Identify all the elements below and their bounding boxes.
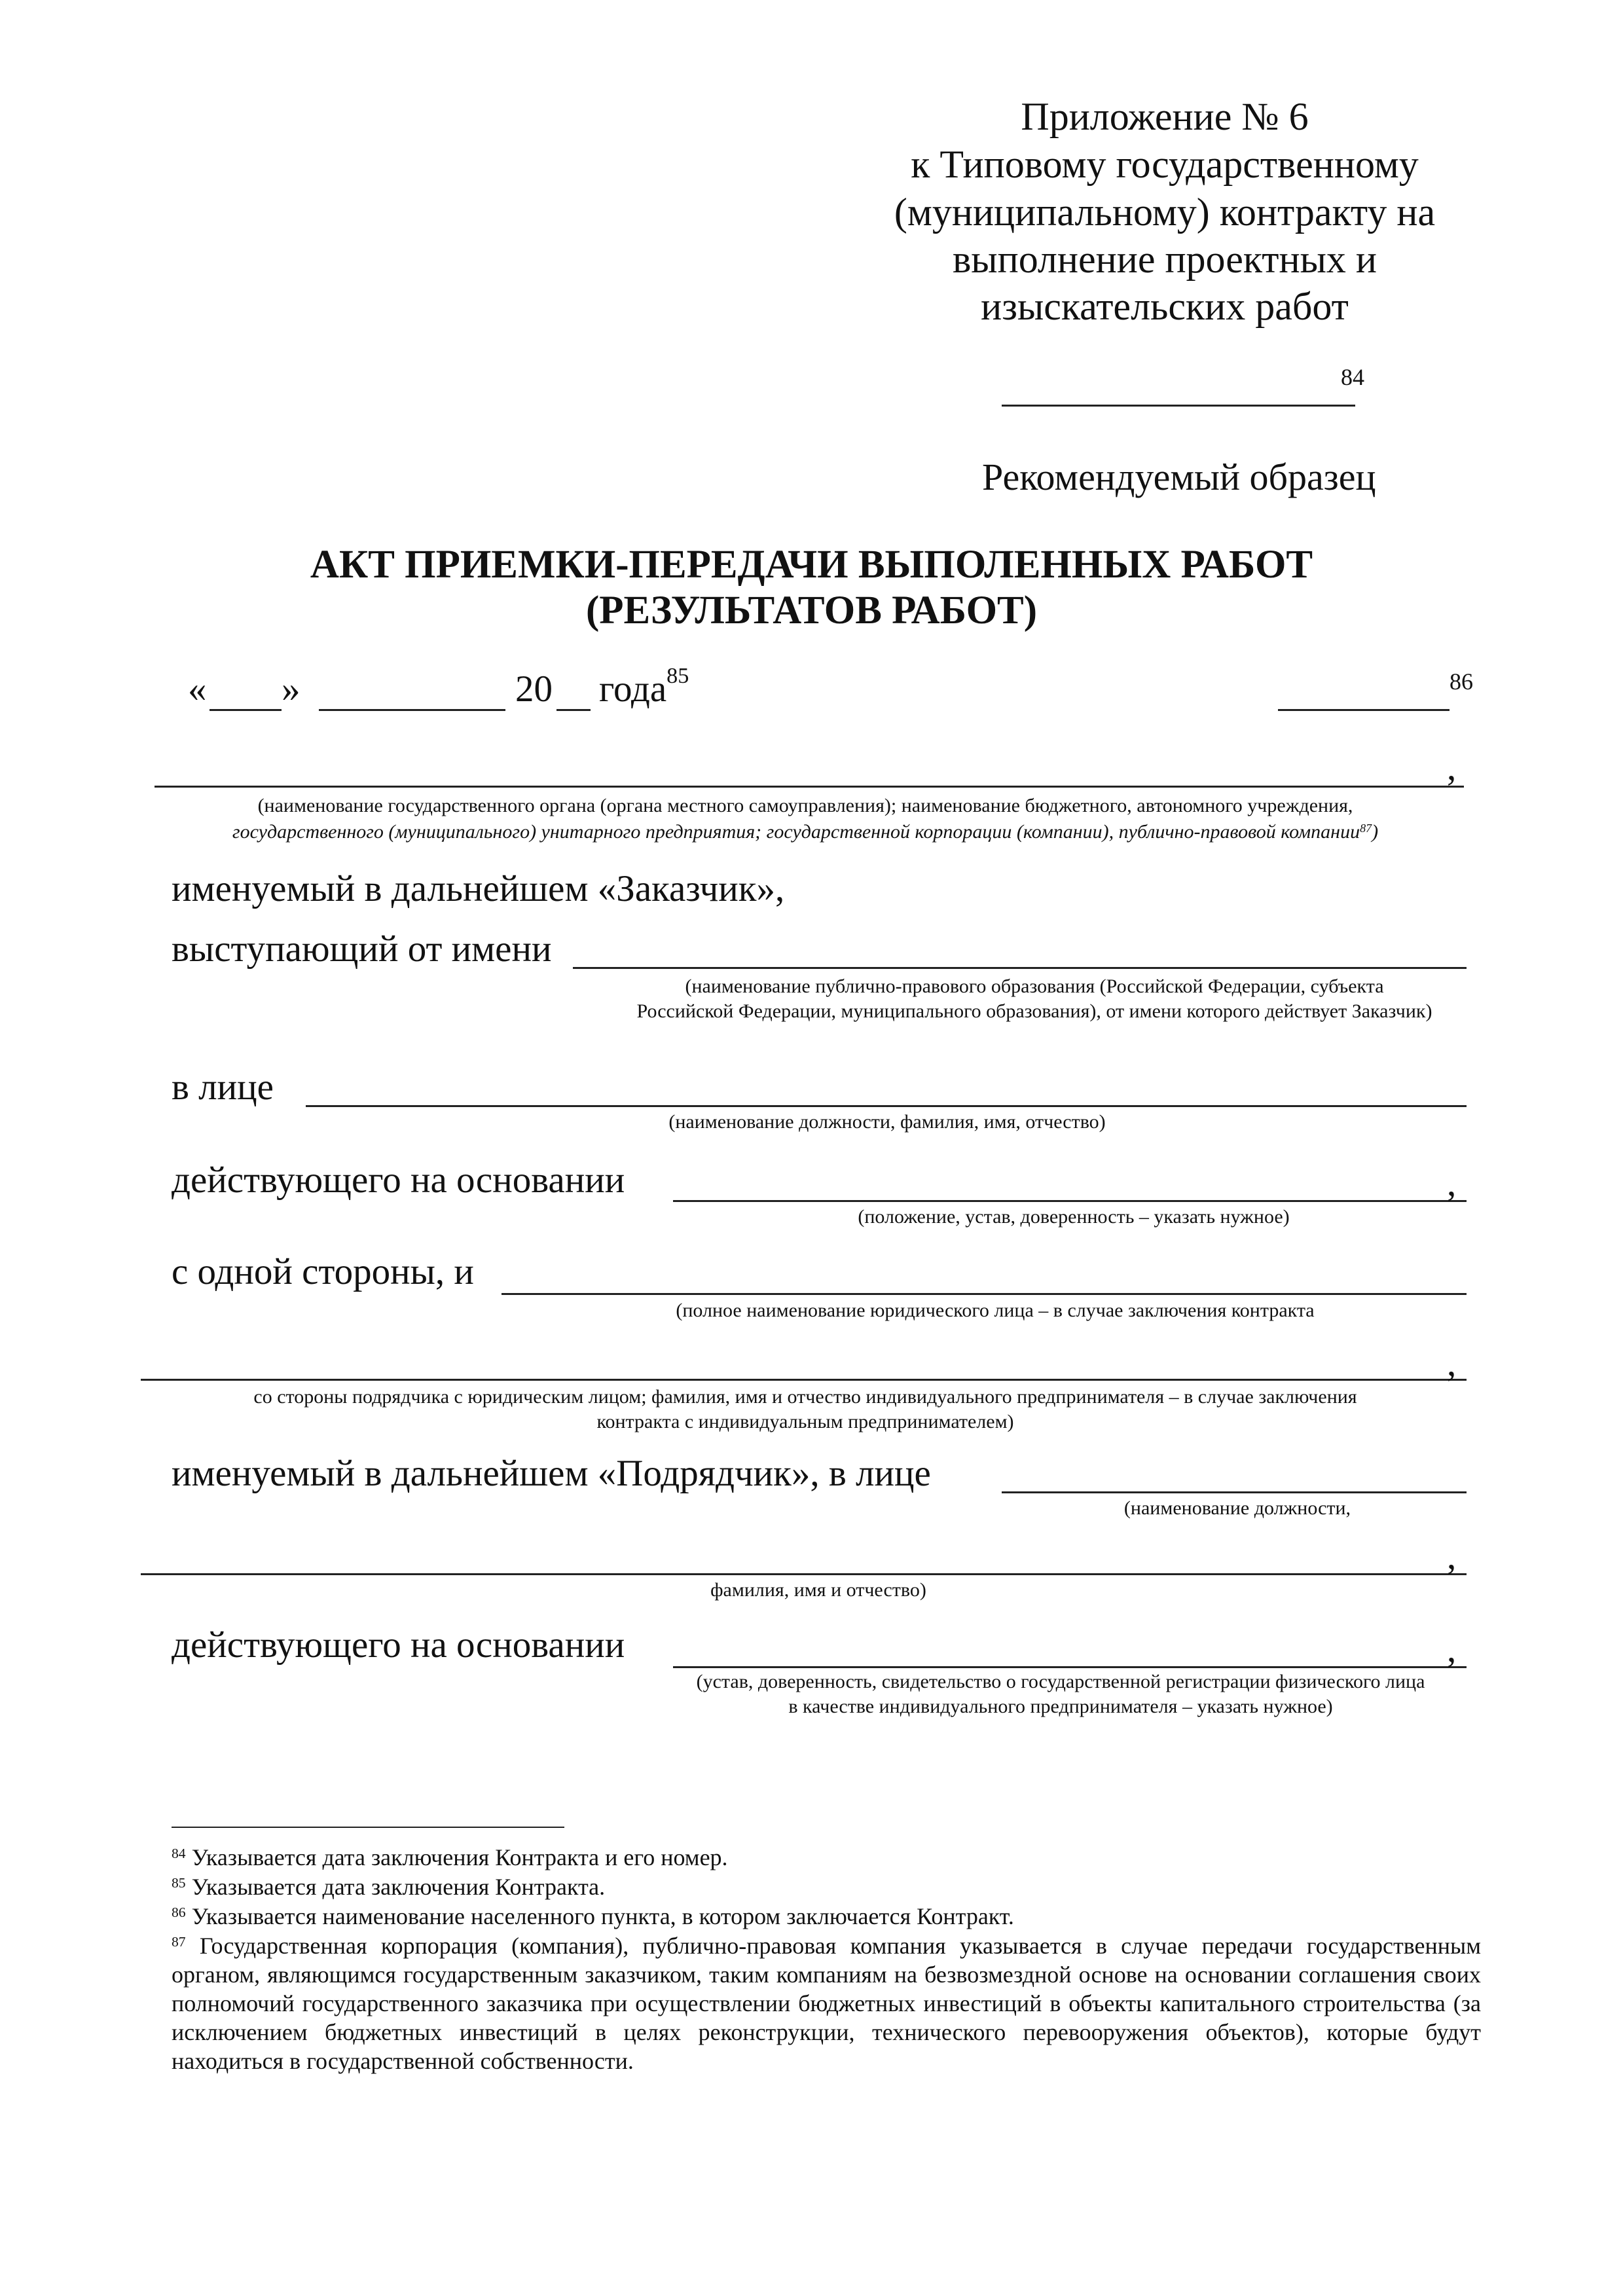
contractor-fio-field[interactable] [141, 1573, 1467, 1575]
caption-text: государственного (муниципального) унитарного предприятия; государственной корпорации (компании), публично-правовой компании [232, 821, 1360, 843]
acting-basis-2-label: действующего на основании [172, 1624, 625, 1666]
footnote-87 [172, 1931, 1481, 2075]
appendix-line-4: выполнение проектных и [952, 238, 1377, 281]
contractor-basis-field[interactable] [673, 1666, 1467, 1668]
date-open-quote: « [188, 668, 207, 710]
in-person-label: в лице [172, 1066, 274, 1108]
one-side-label: с одной стороны, и [172, 1251, 474, 1292]
customer-person-field[interactable] [306, 1105, 1467, 1107]
contractor-position-caption: (наименование должности, [1123, 1497, 1351, 1519]
appendix-line-2: к Типовому государственному [911, 143, 1419, 186]
footnote-num: 86 [172, 1904, 186, 1920]
comma-3: , [1447, 1343, 1457, 1384]
footnote-text: Государственная корпорация (компания), публично-правовая компания указывается в случае передачи государственным органом, являющимся государственным заказчиком, таким компаниям на безвозмездной основе на основании соглашения своих полномочий государственного заказчика при осуществлении бюджетных инвестиций в объекты капитального строительства (за исключением бюджетных инвестиций в целях реконструкции, технического перевооружения объектов), которые будут находиться в государственной собственности. [172, 1933, 1482, 2074]
customer-named-text: именуемый в дальнейшем «Заказчик», [172, 868, 785, 909]
contractor-name-caption-2: со стороны подрядчика с юридическим лицом; фамилия, имя и отчество индивидуального предпринимателя – в случае заключения контракта с индивидуальным предпринимателем) [253, 1386, 1357, 1432]
basis-contractor-caption: (устав, доверенность, свидетельство о государственной регистрации физического лица в качестве индивидуального предпринимателя – указать нужное) [696, 1671, 1425, 1717]
customer-name-caption-1: (наименование государственного органа (органа местного самоуправления); наименование бюджетного, автономного учреждения, [257, 795, 1353, 816]
footnote-84 [172, 1843, 728, 1872]
customer-basis-field[interactable] [673, 1200, 1467, 1202]
contractor-name-field-2[interactable] [141, 1379, 1467, 1381]
basis-customer-caption: (положение, устав, доверенность – указать нужное) [858, 1206, 1290, 1228]
footnote-text: Указывается наименование населенного пункта, в котором заключается Контракт. [191, 1903, 1014, 1929]
public-entity-field[interactable] [573, 967, 1467, 969]
acting-on-behalf-label: выступающий от имени [172, 928, 552, 970]
footnote-separator [172, 1827, 564, 1828]
footnote-85 [172, 1872, 605, 1901]
document-title-line-1: АКТ ПРИЕМКИ-ПЕРЕДАЧИ ВЫПОЛЕННЫХ РАБОТ [310, 543, 1313, 587]
date-year-prefix: 20 [515, 668, 553, 710]
footnote-text: Указывается дата заключения Контракта и его номер. [191, 1844, 728, 1870]
footnote-num: 85 [172, 1875, 186, 1891]
contractor-named-text: именуемый в дальнейшем «Подрядчик», в лице [172, 1453, 931, 1494]
appendix-line-3: (муниципальному) контракту на [894, 191, 1436, 234]
contractor-name-field[interactable] [501, 1293, 1467, 1295]
date-year-field[interactable] [556, 709, 591, 711]
footnote-text: Указывается дата заключения Контракта. [191, 1874, 606, 1900]
date-year-suffix [599, 664, 689, 710]
person-caption: (наименование должности, фамилия, имя, отчество) [668, 1111, 1106, 1133]
place-field[interactable] [1278, 709, 1450, 711]
public-entity-caption: (наименование публично-правового образования (Российской Федерации, субъекта Российской Федерации, муниципального образования), от имени которого действует Заказчик) [636, 975, 1432, 1022]
appendix-line-1: Приложение № 6 [1021, 95, 1309, 138]
date-month-field[interactable] [319, 709, 505, 711]
footnote-ref-85: 85 [666, 664, 689, 688]
contract-number-line [1002, 405, 1355, 407]
year-word: года [599, 668, 667, 710]
acting-basis-label: действующего на основании [172, 1159, 625, 1201]
footnote-ref-87: 87 [1360, 822, 1372, 835]
contractor-fio-caption: фамилия, имя и отчество) [710, 1579, 926, 1601]
footnote-num: 84 [172, 1846, 186, 1861]
contractor-position-field[interactable] [1002, 1491, 1467, 1493]
footnote-ref-86: 86 [1450, 668, 1473, 695]
contractor-name-caption-1: (полное наименование юридического лица – в случае заключения контракта [676, 1300, 1315, 1321]
footnote-86 [172, 1902, 1014, 1931]
date-close-quote: » [282, 668, 301, 710]
header-ref-mark: 84 [1341, 364, 1364, 390]
appendix-line-5: изыскательских работ [981, 285, 1349, 328]
customer-name-caption-2: государственного (муниципального) унитарного предприятия; государственной корпорации (компании), публично-правовой компании$^{87}$) [232, 821, 1379, 843]
sample-label: Рекомендуемый образец [982, 456, 1376, 498]
document-title-line-2: (РЕЗУЛЬТАТОВ РАБОТ) [585, 589, 1038, 632]
comma-2: , [1447, 1163, 1457, 1204]
comma-5: , [1447, 1629, 1457, 1670]
footnote-num: 87 [172, 1934, 186, 1950]
comma-4: , [1447, 1536, 1457, 1577]
date-day-field[interactable] [210, 709, 282, 711]
comma-1: , [1447, 747, 1457, 788]
customer-name-field[interactable] [155, 786, 1464, 788]
